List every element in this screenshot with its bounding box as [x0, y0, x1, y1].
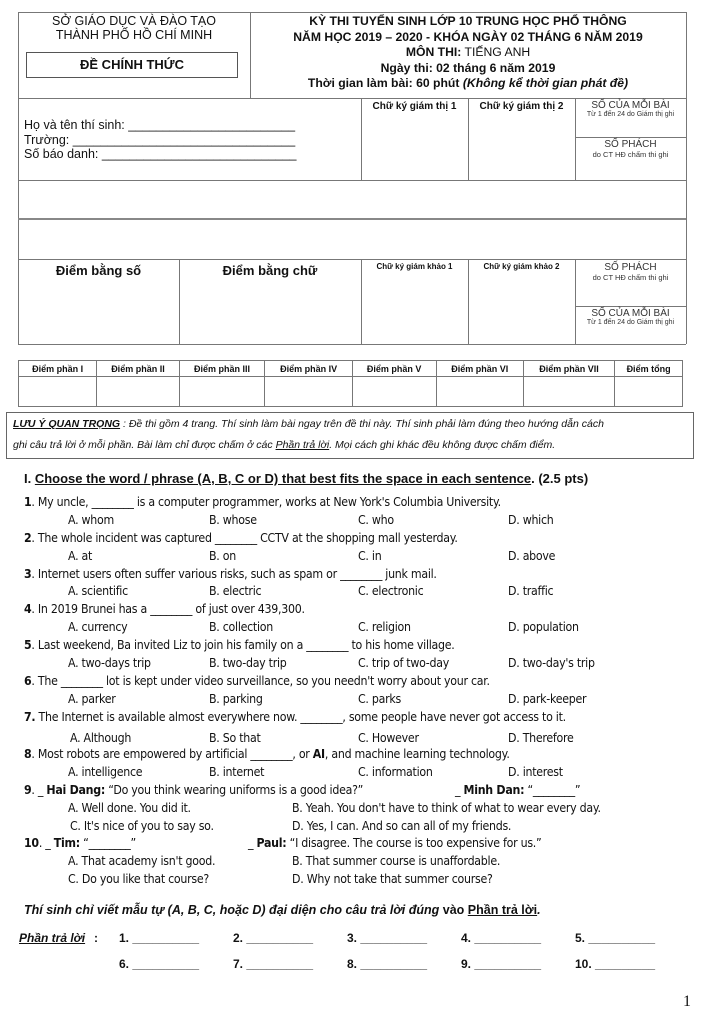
answer-label-text: Phần trả lời — [19, 931, 86, 945]
question-number: 4 — [24, 602, 32, 616]
subject-label: MÔN THI: — [405, 45, 462, 59]
score-cell[interactable] — [523, 377, 614, 407]
instruction-end: . — [537, 903, 541, 917]
question-number: 9 — [24, 783, 32, 797]
option-a: A. That academy isn't good. — [68, 854, 216, 868]
option-b: B. two-day trip — [209, 656, 287, 670]
answer-blank-6[interactable]: 6. __________ — [119, 957, 200, 971]
candidate-number-field[interactable]: Số báo danh: ____________________________ — [24, 147, 297, 161]
option-c: C. parks — [358, 692, 401, 706]
question-9-response: _ Minh Dan: “________” — [455, 783, 581, 797]
paper-number-subtitle: Từ 1 đến 24 do Giám thị ghi — [586, 111, 675, 118]
proctor-2-signature[interactable]: Chữ ký giám thị 2 — [479, 101, 564, 112]
option-d: D. two-day's trip — [508, 656, 595, 670]
speaker-2: Paul: — [256, 836, 287, 850]
exam-date: Ngày thi: 02 tháng 6 năm 2019 — [380, 60, 556, 75]
option-c: C. It's nice of you to say so. — [70, 819, 214, 833]
option-d: D. Why not take that summer course? — [292, 872, 493, 886]
option-d: D. Therefore — [508, 731, 574, 745]
answer-blank-8[interactable]: 8. __________ — [347, 957, 428, 971]
question-5 — [24, 638, 455, 652]
score-header: Điểm phần II — [97, 361, 179, 377]
option-c: C. However — [358, 731, 419, 745]
option-a: A. intelligence — [68, 765, 143, 779]
score-cell[interactable] — [19, 377, 97, 407]
code-subtitle: do CT HĐ chấm thi ghi — [592, 150, 669, 159]
duration-label: Thời gian làm bài: 60 phút — [307, 76, 463, 90]
speaker-1-line: “________” — [79, 836, 136, 850]
exam-title: KỲ THI TUYỂN SINH LỚP 10 TRUNG HỌC PHỔ THÔNG — [309, 14, 627, 28]
score-table-header — [19, 361, 683, 377]
question-6 — [24, 674, 490, 688]
option-b: B. parking — [209, 692, 263, 706]
score-in-numbers[interactable]: Điểm bằng số — [55, 263, 142, 278]
option-a: A. parker — [68, 692, 116, 706]
answer-blank-9[interactable]: 9. __________ — [461, 957, 542, 971]
instruction-text: Thí sinh chỉ viết mẫu tự (A, B, C, hoặc D) đại diện cho câu trả lời đúng — [24, 903, 440, 917]
grading-paper-number-title: SỐ CỦA MỖI BÀI — [591, 308, 670, 319]
official-exam-label: ĐỀ CHÍNH THỨC — [26, 52, 238, 78]
question-number: 1 — [24, 495, 32, 509]
option-c: C. in — [358, 549, 382, 563]
exam-year: NĂM HỌC 2019 – 2020 - KHÓA NGÀY 02 THÁNG 6 NĂM 2019 — [293, 29, 643, 44]
option-a: A. currency — [68, 620, 128, 634]
speaker-2-line: “________” — [524, 783, 581, 797]
question-number: 8 — [24, 747, 32, 761]
question-text: . Most robots are empowered by artificial ________, or — [31, 747, 313, 761]
speaker-1: Tim: — [53, 836, 80, 850]
answer-blank-1[interactable]: 1. __________ — [119, 931, 200, 945]
note-text-1: : Đề thi gồm 4 trang. Thí sinh làm bài ngay trên đề thi này. Thí sinh phải làm đúng theo hướng dẫn cách — [120, 418, 604, 430]
score-header: Điểm phần VI — [436, 361, 523, 377]
paper-number-title: SỐ CỦA MỖI BÀI — [591, 100, 670, 111]
grading-paper-number-box — [575, 308, 686, 326]
instruction-answer-reference: Phần trả lời — [467, 903, 538, 917]
question-9: 9. _ Hai Dang: “Do you think wearing uniforms is a good idea?” — [24, 783, 364, 797]
score-cell[interactable] — [352, 377, 436, 407]
score-header: Điểm phần IV — [265, 361, 352, 377]
option-a: A. at — [68, 549, 93, 563]
section-prefix: I. — [24, 471, 35, 486]
answer-instruction — [24, 903, 541, 917]
question-10: 10. _ Tim: “________” — [24, 836, 136, 850]
note-label: LƯU Ý QUAN TRỌNG — [13, 418, 121, 430]
option-b: B. So that — [209, 731, 261, 745]
department-name — [18, 14, 250, 42]
candidate-name-field[interactable]: Họ và tên thí sinh: ________________________ — [24, 118, 296, 132]
answer-blank-4[interactable]: 4. __________ — [461, 931, 542, 945]
answer-blank-7[interactable]: 7. __________ — [233, 957, 314, 971]
score-header: Điểm tổng — [615, 361, 683, 377]
score-table-row — [19, 377, 683, 407]
question-text: . Internet users often suffer various risks, such as spam or ________ junk mail. — [31, 567, 437, 581]
paper-number-box — [575, 100, 686, 118]
subject-value: TIẾNG ANH — [461, 45, 531, 59]
question-number: 2 — [24, 531, 32, 545]
question-text-bold: AI — [312, 747, 325, 761]
code-title: SỐ PHÁCH — [604, 139, 657, 150]
score-cell[interactable] — [615, 377, 683, 407]
score-cell[interactable] — [265, 377, 352, 407]
option-c: C. religion — [358, 620, 411, 634]
score-cell[interactable] — [97, 377, 179, 407]
option-c: C. who — [358, 513, 394, 527]
instruction-connector: vào — [439, 903, 468, 917]
score-header: Điểm phần I — [19, 361, 97, 377]
question-text: , and machine learning technology. — [324, 747, 510, 761]
examiner-1-signature[interactable]: Chữ ký giám khảo 1 — [376, 262, 453, 271]
score-header: Điểm phần V — [352, 361, 436, 377]
option-b: B. Yeah. You don't have to think of what to wear every day. — [292, 801, 601, 815]
proctor-1-signature[interactable]: Chữ ký giám thị 1 — [372, 101, 457, 112]
answer-blank-5[interactable]: 5. __________ — [575, 931, 656, 945]
question-8 — [24, 747, 510, 761]
option-d: D. Yes, I can. And so can all of my friends. — [292, 819, 512, 833]
answer-blank-3[interactable]: 3. __________ — [347, 931, 428, 945]
question-text: . Last weekend, Ba invited Liz to join his family on a ________ to his home village. — [31, 638, 455, 652]
option-b: B. electric — [209, 584, 262, 598]
grading-code-subtitle: do CT HĐ chấm thi ghi — [592, 273, 669, 282]
question-number: 5 — [24, 638, 32, 652]
department-line-2: THÀNH PHỐ HỒ CHÍ MINH — [55, 28, 213, 42]
examiner-2-signature[interactable]: Chữ ký giám khảo 2 — [483, 262, 560, 271]
speaker-2: Minh Dan: — [463, 783, 525, 797]
answer-label-colon: : — [94, 931, 98, 945]
question-text: The Internet is available almost everywhere now. ________, some people have never got access to it. — [35, 710, 566, 724]
school-field[interactable]: Trường: ________________________________ — [24, 133, 296, 147]
option-a: A. two-days trip — [68, 656, 151, 670]
duration-note: (Không kể thời gian phát đề) — [462, 76, 629, 90]
exam-duration — [250, 76, 686, 92]
answer-blank-2[interactable]: 2. __________ — [233, 931, 314, 945]
question-text: . My uncle, ________ is a computer programmer, works at New York's Columbia University. — [31, 495, 501, 509]
option-b: B. whose — [209, 513, 257, 527]
section-points: . (2.5 pts) — [531, 471, 589, 486]
option-d: D. traffic — [508, 584, 554, 598]
answer-section-label — [19, 931, 85, 945]
question-number: 7. — [24, 710, 36, 724]
section-title-text: Choose the word / phrase (A, B, C or D) that best fits the space in each sentence — [34, 471, 532, 486]
candidate-code-box — [575, 139, 686, 159]
option-d: D. which — [508, 513, 554, 527]
question-text: . The whole incident was captured ________ CCTV at the shopping mall yesterday. — [31, 531, 458, 545]
option-a: A. whom — [68, 513, 114, 527]
score-cell[interactable] — [436, 377, 523, 407]
page-number: 1 — [683, 993, 691, 1010]
speaker-2-line: “I disagree. The course is too expensive for us.” — [286, 836, 542, 850]
important-note — [6, 412, 694, 459]
option-b: B. That summer course is unaffordable. — [292, 854, 501, 868]
question-number: 10 — [24, 836, 39, 850]
option-a: A. Well done. You did it. — [68, 801, 191, 815]
note-text-2b: . Mọi cách ghi khác đều không được chấm điểm. — [329, 439, 556, 451]
answer-section-reference: Phần trả lời — [275, 439, 330, 451]
option-c: C. information — [358, 765, 433, 779]
question-text: . The ________ lot is kept under video surveillance, so you needn't worry about your car. — [31, 674, 490, 688]
option-c: C. trip of two-day — [358, 656, 449, 670]
speaker-1-line: “Do you think wearing uniforms is a good idea?” — [105, 783, 364, 797]
option-b: B. on — [209, 549, 236, 563]
question-10-response: _ Paul: “I disagree. The course is too expensive for us.” — [248, 836, 542, 850]
question-4 — [24, 602, 305, 616]
option-c: C. electronic — [358, 584, 424, 598]
question-1 — [24, 495, 501, 509]
question-number: 3 — [24, 567, 32, 581]
score-in-words[interactable]: Điểm bằng chữ — [222, 263, 318, 278]
grading-code-title: SỐ PHÁCH — [604, 262, 657, 273]
option-d: D. park-keeper — [508, 692, 587, 706]
department-line-1: SỞ GIÁO DỤC VÀ ĐÀO TẠO — [52, 14, 216, 28]
question-number: 6 — [24, 674, 32, 688]
question-7 — [24, 710, 566, 724]
score-header: Điểm phần III — [179, 361, 265, 377]
question-text: . In 2019 Brunei has a ________ of just over 439,300. — [31, 602, 305, 616]
option-d: D. interest — [508, 765, 563, 779]
question-2 — [24, 531, 458, 545]
question-3 — [24, 567, 437, 581]
speaker-1: Hai Dang: — [46, 783, 106, 797]
section-score-table — [18, 360, 683, 407]
option-d: D. above — [508, 549, 556, 563]
exam-subject — [250, 45, 686, 61]
exam-title-block — [250, 14, 686, 92]
section-1-title — [24, 471, 588, 486]
grading-paper-number-subtitle: Từ 1 đến 24 do Giám thị ghi — [586, 319, 675, 326]
option-a: A. Although — [70, 731, 132, 745]
note-text-2a: ghi câu trả lời ở mỗi phần. Bài làm chỉ được chấm ở các — [13, 439, 276, 451]
option-b: B. internet — [209, 765, 265, 779]
score-header: Điểm phần VII — [523, 361, 614, 377]
grading-code-box — [575, 262, 686, 282]
score-cell[interactable] — [179, 377, 265, 407]
option-b: B. collection — [209, 620, 273, 634]
option-d: D. population — [508, 620, 579, 634]
answer-blank-10[interactable]: 10. _________ — [575, 957, 656, 971]
option-a: A. scientific — [68, 584, 128, 598]
option-c: C. Do you like that course? — [68, 872, 209, 886]
